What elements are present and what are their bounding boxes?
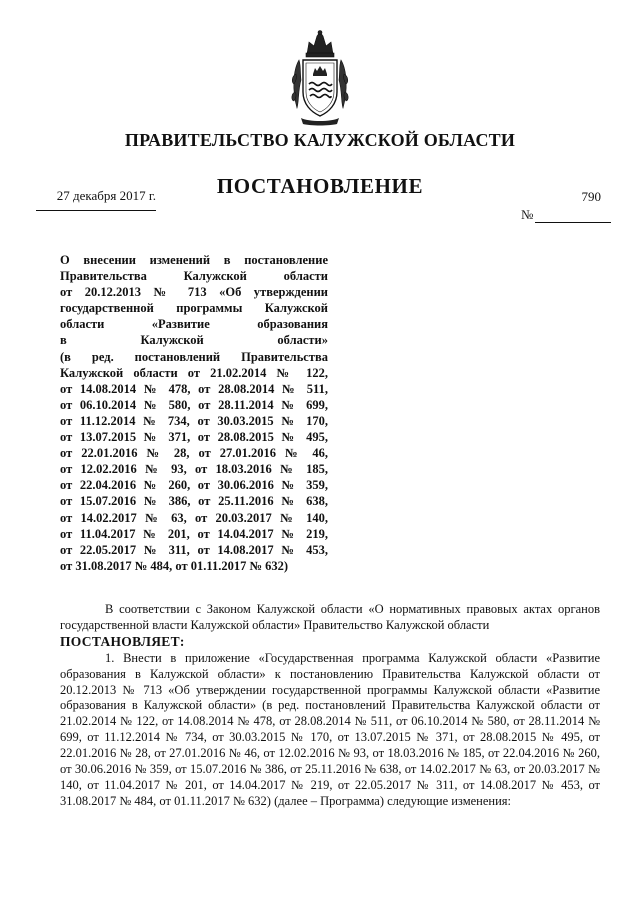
document-body [60, 602, 600, 810]
subject-line: от 12.02.2016 № 93, от 18.03.2016 № 185, [60, 462, 328, 477]
document-subject [60, 252, 328, 574]
preamble-paragraph [60, 602, 600, 634]
subject-line: от 06.10.2014 № 580, от 28.11.2014 № 699, [60, 397, 328, 412]
number-sign: № [521, 207, 534, 222]
subject-line: от 11.12.2014 № 734, от 30.03.2015 № 170, [60, 413, 328, 428]
subject-line: (в ред. постановлений Правительства [60, 349, 328, 364]
decree-paragraph [60, 634, 600, 651]
date-underline [36, 210, 156, 211]
document-number: 790 [581, 189, 601, 204]
subject-line: государственной программы Калужской [60, 301, 328, 316]
subject-line: от 22.01.2016 № 28, от 27.01.2016 № 46, [60, 446, 328, 461]
document-number-block [521, 189, 611, 223]
subject-line: в Калужской области» [60, 333, 328, 348]
preamble-text: В соответствии с Законом Калужской области «О нормативных правовых актах органов государственной власти Калужской области» Правительство Калужской области [60, 602, 600, 632]
subject-line: Правительства Калужской области [60, 269, 328, 284]
number-underline [535, 210, 611, 223]
subject-line: от 22.05.2017 № 311, от 14.08.2017 № 453, [60, 542, 328, 557]
subject-line: от 13.07.2015 № 371, от 28.08.2015 № 495, [60, 430, 328, 445]
item-1-paragraph: 1. Внести в приложение «Государственная программа Калужской области «Развитие образования в Калужской области» к постановлению Правительства Калужской области от 20.12.2013 № 713 «Об утверждении государственной программы Калужской области «Развитие образования в Калужской области» (в ред. постановлений Правительства Калужской области от 21.02.2014 № 122, от 14.08.2014 № 478, от 28.08.2014 № 511, от 06.10.2014 № 580, от 28.11.2014 № 699, от 11.12.2014 № 734, от 30.03.2015 № 170, от 13.07.2015 № 371, от 28.08.2015 № 495, от 22.01.2016 № 28, от 27.01.2016 № 46, от 12.02.2016 № 93, от 18.03.2016 № 185, от 22.04.2016 № 260, от 30.06.2016 № 359, от 15.07.2016 № 386, от 25.11.2016 № 638, от 14.02.2017 № 63, от 20.03.2017 № 140, от 11.04.2017 № 201, от 14.04.2017 № 219, от 22.05.2017 № 311, от 14.08.2017 № 453, от 31.08.2017 № 484, от 01.11.2017 № 632) (далее – Программа) следующие изменения: [60, 650, 600, 808]
subject-line: от 20.12.2013 № 713 «Об утверждении [60, 285, 328, 300]
government-title: ПРАВИТЕЛЬСТВО КАЛУЖСКОЙ ОБЛАСТИ [124, 130, 516, 150]
subject-line: от 14.08.2014 № 478, от 28.08.2014 № 511, [60, 381, 328, 396]
kaluga-coat-of-arms-icon [289, 30, 351, 126]
document-date: 27 декабря 2017 г. [56, 188, 156, 203]
decree-word: ПОСТАНОВЛЯЕТ: [60, 633, 185, 649]
document-type-heading: ПОСТАНОВЛЕНИЕ [216, 174, 424, 198]
subject-line: О внесении изменений в постановление [60, 253, 328, 267]
subject-line: от 22.04.2016 № 260, от 30.06.2016 № 359, [60, 478, 328, 493]
subject-line: Калужской области от 21.02.2014 № 122, [60, 365, 328, 380]
subject-line: от 11.04.2017 № 201, от 14.04.2017 № 219, [60, 526, 328, 541]
subject-line: области «Развитие образования [60, 317, 328, 332]
subject-line: от 15.07.2016 № 386, от 25.11.2016 № 638, [60, 494, 328, 509]
subject-line: от 31.08.2017 № 484, от 01.11.2017 № 632) [60, 558, 289, 573]
subject-line: от 14.02.2017 № 63, от 20.03.2017 № 140, [60, 510, 328, 525]
